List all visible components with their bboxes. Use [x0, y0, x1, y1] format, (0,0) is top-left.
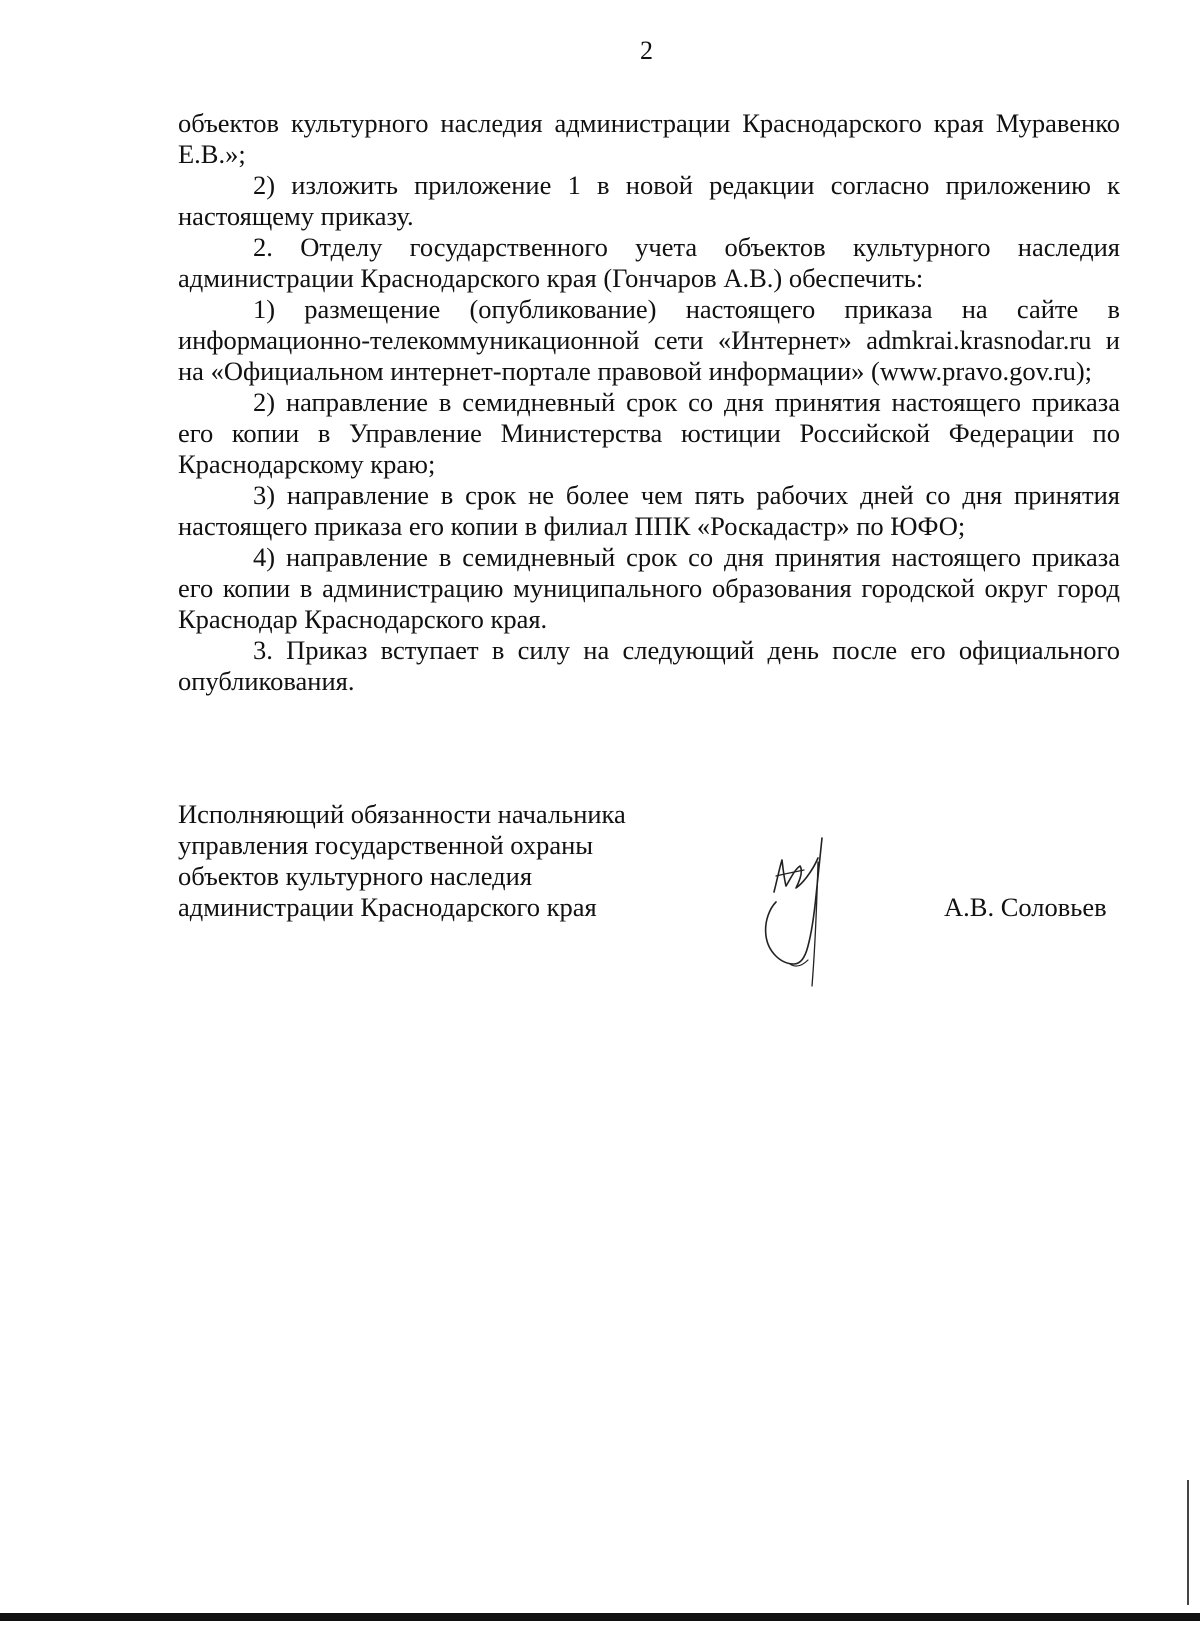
paragraph-section-3: 3. Приказ вступает в силу на следующий день после его официального опубликования.	[178, 635, 1120, 696]
paragraph-item-3-roskadastr: 3) направление в срок не более чем пять рабочих дней со дня принятия настоящего приказа его копии в филиал ППК «Роскадастр» по ЮФО;	[178, 480, 1120, 541]
paragraph-item-2-appendix: 2) изложить приложение 1 в новой редакции согласно приложению к настоящему приказу.	[178, 170, 1120, 231]
paragraph-item-1-publication: 1) размещение (опубликование) настоящего приказа на сайте в информационно-телекоммуникационной сети «Интернет» admkrai.krasnodar.ru и на «Официальном интернет-портале правовой информации» (www.pravo.gov.ru);	[178, 294, 1120, 386]
page-number: 2	[640, 36, 653, 65]
scan-bottom-edge	[0, 1613, 1200, 1621]
signatory-name: А.В. Соловьев	[944, 892, 1107, 922]
signatory-position-line: администрации Краснодарского края	[178, 892, 597, 922]
signatory-position-line: управления государственной охраны	[178, 830, 594, 860]
paragraph-continuation: объектов культурного наследия администрации Краснодарского края Муравенко Е.В.»;	[178, 108, 1120, 169]
signatory-position-line: Исполняющий обязанности начальника	[178, 799, 626, 829]
signatory-position-line: объектов культурного наследия	[178, 861, 533, 891]
paragraph-item-2-ministry: 2) направление в семидневный срок со дня принятия настоящего приказа его копии в Управление Министерства юстиции Российской Федерации по Краснодарскому краю;	[178, 387, 1120, 479]
paragraph-section-2: 2. Отделу государственного учета объектов культурного наследия администрации Краснодарского края (Гончаров А.В.) обеспечить:	[178, 232, 1120, 293]
handwritten-signature	[760, 836, 870, 996]
signatory-position	[178, 799, 698, 923]
paragraph-item-4-municipality: 4) направление в семидневный срок со дня принятия настоящего приказа его копии в администрацию муниципального образования городской округ город Краснодар Краснодарского края.	[178, 542, 1120, 634]
scan-edge-mark	[1187, 1480, 1189, 1605]
document-body	[178, 108, 1120, 697]
